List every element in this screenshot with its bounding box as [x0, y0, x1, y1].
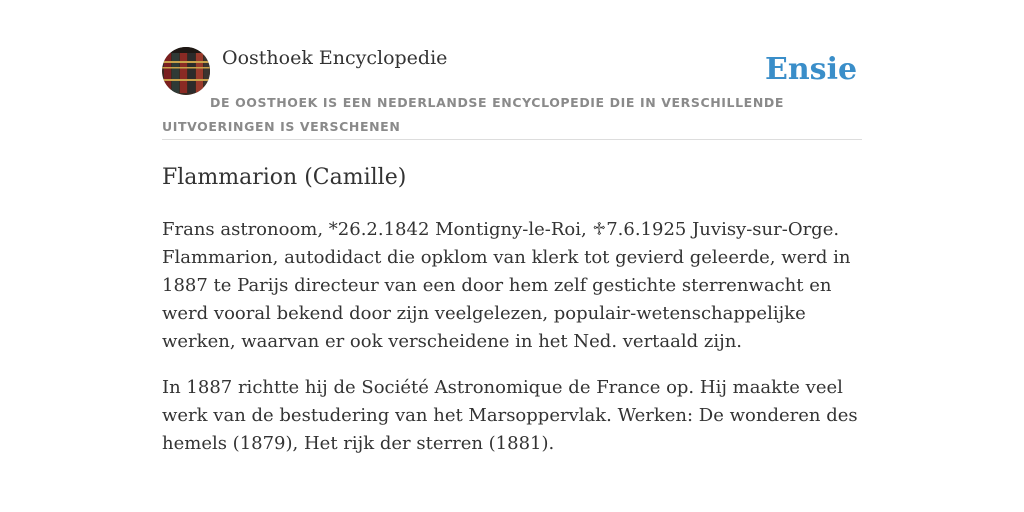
- entry-paragraph: Frans astronoom, *26.2.1842 Montigny-le-Roi, ♱7.6.1925 Juvisy-sur-Orge. Flammarion, autodidact die opklom van klerk tot gevierd geleerde, werd in 1887 te Parijs directeur van een door hem zelf gestichte sterrenwacht en werd vooral bekend door zijn veelgelezen, populair-wetenschappelijke werken, waarvan er ook verscheidene in het Ned. vertaald zijn.: [162, 219, 851, 352]
- entry-body: [162, 216, 862, 476]
- source-name-link[interactable]: Oosthoek Encyclopedie: [222, 47, 448, 69]
- source-avatar[interactable]: [162, 47, 210, 95]
- header-divider: [162, 139, 862, 140]
- entry-title: Flammarion (Camille): [162, 165, 407, 190]
- brand-logo-link[interactable]: Ensie: [765, 52, 858, 87]
- entry-paragraph: In 1887 richtte hij de Société Astronomique de France op. Hij maakte veel werk van de bestudering van het Marsoppervlak. Werken: De wonderen des hemels (1879), Het rijk der sterren (1881).: [162, 377, 858, 454]
- source-tagline: DE OOSTHOEK IS EEN NEDERLANDSE ENCYCLOPEDIE DIE IN VERSCHILLENDE UITVOERINGEN IS VERSCHENEN: [162, 95, 784, 134]
- book-spines-icon: [162, 47, 210, 95]
